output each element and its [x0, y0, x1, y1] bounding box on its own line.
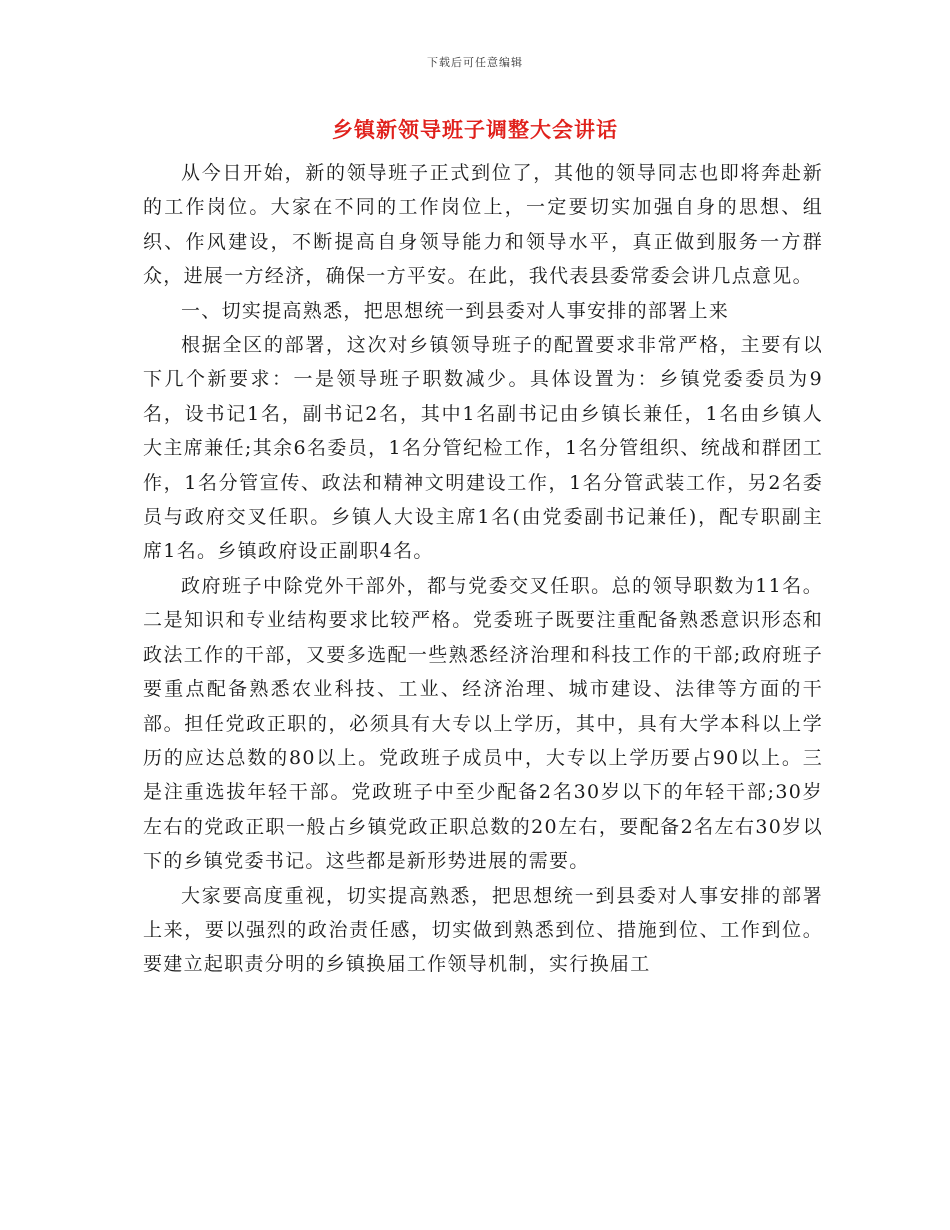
paragraph-conclusion: 大家要高度重视，切实提高熟悉，把思想统一到县委对人事安排的部署上来，要以强烈的政治责任感，切实做到熟悉到位、措施到位、工作到位。要建立起职责分明的乡镇换届工作领导机制，实行换届工	[143, 884, 823, 976]
paragraph-intro: 从今日开始，新的领导班子正式到位了，其他的领导同志也即将奔赴新的工作岗位。大家在不同的工作岗位上，一定要切实加强自身的思想、组织、作风建设，不断提高自身领导能力和领导水平，真正做到服务一方群众，进展一方经济，确保一方平安。在此，我代表县委常委会讲几点意见。	[143, 162, 823, 288]
document-body	[143, 156, 823, 982]
document-title: 乡镇新领导班子调整大会讲话	[332, 117, 618, 142]
paragraph-structure: 政府班子中除党外干部外，都与党委交叉任职。总的领导职数为11名。二是知识和专业结构要求比较严格。党委班子既要注重配备熟悉意识形态和政法工作的干部，又要多选配一些熟悉经济治理和科技工作的干部;政府班子要重点配备熟悉农业科技、工业、经济治理、城市建设、法律等方面的干部。担任党政正职的，必须具有大专以上学历，其中，具有大学本科以上学历的应达总数的80以上。党政班子成员中，大专以上学历要占90以上。三是注重选拔年轻干部。党政班子中至少配备2名30岁以下的年轻干部;30岁左右的党政正职一般占乡镇党政正职总数的20左右，要配备2名左右30岁以下的乡镇党委书记。这些都是新形势进展的需要。	[143, 574, 823, 873]
paragraph-requirements: 根据全区的部署，这次对乡镇领导班子的配置要求非常严格，主要有以下几个新要求：一是领导班子职数减少。具体设置为：乡镇党委委员为9名，设书记1名，副书记2名，其中1名副书记由乡镇长兼任，1名由乡镇人大主席兼任;其余6名委员，1名分管纪检工作，1名分管组织、统战和群团工作，1名分管宣传、政法和精神文明建设工作，1名分管武装工作，另2名委员与政府交叉任职。乡镇人大设主席1名(由党委副书记兼任)，配专职副主席1名。乡镇政府设正副职4名。	[143, 334, 823, 563]
page-header-note: 下载后可任意编辑	[427, 56, 523, 69]
section-heading-1: 一、切实提高熟悉，把思想统一到县委对人事安排的部署上来	[181, 299, 730, 322]
